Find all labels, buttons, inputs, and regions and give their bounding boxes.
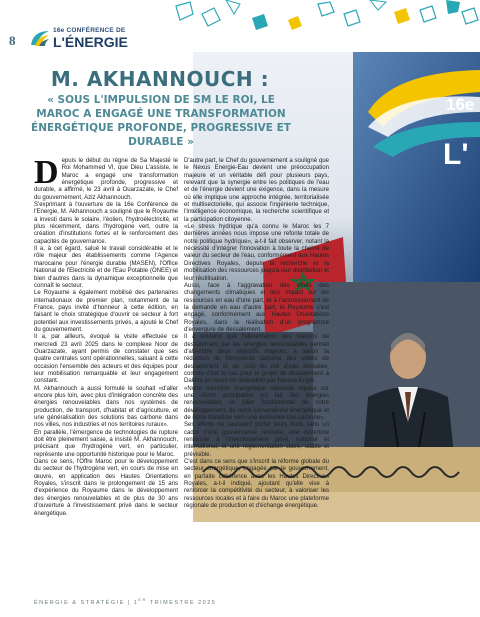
paragraph: S'exprimant à l'ouverture de la 16e Conférence de l'Energie, M. Akhannouch a souligné que le Royaume a investi dans le solaire, l'éolien, l'hydroélectricité, et plus récemment, dans l'hydrogène vert, outre la création d'institutions fortes et le renforcement des capacités de gouvernance. [34, 202, 178, 245]
paragraph: «Notre transition énergétique nationale repose sur une vision anticipative qui fait des énergies renouvelables un pilier fondamental de notre développement, de notre souveraineté énergétique et de notre transition vers une économie bas carbone». [184, 385, 329, 422]
paragraph: M. Akhannouch a aussi formulé le souhait «d'aller encore plus loin, avec plus d'intégration concrète des énergies renouvelables dans nos systèmes de production, de transport, d'habitat et d'agriculture, et une généralisation des solutions bas carbone dans nos villes, nos industries et nos territoires ruraux». [34, 385, 178, 429]
footer-sup: ER [138, 597, 147, 602]
intro-text: epuis le début du règne de Sa Majesté le Roi Mohammed VI, que Dieu L'assiste, le Maroc a engagé une transformation énergétique profonde, progressive et durable, a affirmé, le 23 avril à Ouarzazate, le Chef du gouvernement, Aziz Akhannouch. [34, 158, 178, 201]
logo-line-1: 16e CONFÉRENCE DE [53, 27, 126, 34]
paragraph: C'est dans ce sens que s'inscrit la réforme globale du secteur énergétique, engagée par le gouvernement, en parfaite cohérence avec les Hautes Directives Royales, a-t-il indiqué, ajoutant qu'elle vise à renforcer la compétitivité du secteur, à valoriser les ressources locales et à faire du Maroc une plateforme régionale de production et d'échange énergétique. [184, 459, 329, 510]
paragraph: Dans ce sens, l'Offre Maroc pour le développement du secteur de l'hydrogène vert, en cours de mise en œuvre, en application des Hautes Orientations Royales, s'inscrit dans le prolongement de 15 ans d'expérience du Royaume dans le développement des énergies renouvelables et de plus de 30 ans d'ouverture à l'investissement privé dans le secteur énergétique. [34, 459, 178, 517]
page-number: 8 [9, 33, 16, 48]
paragraph: Aussi, face à l'aggravation des effets des changements climatiques et leur impact sur les ressources en eau d'une part, et à l'accroissement de la demande en eau d'autre part, le Royaume s'est engagé, conformément aux Hautes Orientations Royales, dans la réalisation d'un programme d'envergure de dessalement. [184, 282, 329, 333]
paragraph: Il a, à cet égard, salué le travail considérable et le rôle majeur des établissements comme l'Agence marocaine pour l'énergie durable (MASEN), l'Office National de l'Electricité et de l'Eau Potable (ONEE) et bien d'autres dans la dynamique exceptionnelle que connaît le secteur. [34, 246, 178, 289]
footer-text: ÉNERGIE & STRATÉGIE | 1 [34, 599, 139, 606]
article-title: M. AKHANNOUCH : [50, 67, 270, 91]
article-column-1 [34, 154, 178, 518]
banner-16e-text: 16e [446, 95, 475, 114]
drop-cap: D [34, 154, 59, 191]
article-subtitle: « SOUS L'IMPULSION DE SM LE ROI, LE MAROC A ENGAGÉ UNE TRANSFORMATION ÉNERGÉTIQUE PROFONDE, PROGRESSIVE ET DURABLE » [31, 94, 291, 148]
paragraph: D'autre part, le Chef du gouvernement a souligné que le Nexus Energie-Eau devient une préoccupation majeure et un véritable défi pour plusieurs pays, relevant que la synergie entre les politiques de l'eau et de l'énergie devient une exigence, dans la mesure où elle implique une approche intégrée, territorialisée et multisectorielle, qui associe l'ingénierie technique, l'intelligence économique, la recherche scientifique et la participation citoyenne. [184, 158, 329, 223]
article-column-2 [184, 158, 329, 511]
logo-line-2: L'ÉNERGIE [53, 34, 128, 50]
paragraph: «Le stress hydrique qu'a connu le Maroc les 7 dernières années nous impose une refonte totale de notre politique hydrique», a-t-il fait observer, notant la nécessité d'intégrer l'innovation à toute la chaîne de valeur du secteur de l'eau, conformément aux Hautes Directives Royales, depuis la recherche et la mobilisation des ressources jusqu'à leur distribution et leur réutilisation. [184, 224, 329, 282]
conference-logo [29, 24, 139, 52]
footer-text-end: TRIMESTRE 2025 [146, 599, 217, 606]
paragraph: Ses efforts ne sauraient porter leurs fruits sans un cadre d'une gouvernance rénovée, une ouverture renforcée à l'investissement privé, national et international, et une réglementation claire, stable et prévisible. [184, 422, 329, 458]
paragraph: En parallèle, l'émergence de technologies de rupture doit être pleinement saisie, a insisté M. Akhannouch, précisant que l'hydrogène vert, en particulier, représente une opportunité historique pour le Maroc. [34, 429, 178, 458]
page-footer [34, 597, 216, 606]
logo-swoosh-icon [29, 27, 51, 49]
banner-l-text: L' [443, 138, 469, 171]
paragraph: Il a, par ailleurs, évoqué la visite effectuée ce mercredi 23 avril 2025 dans le complexe Noor de Ouarzazate, ayant permis de constater que ses quatre centrales sont opérationnelles, saluant à cette occasion l'ensemble des acteurs et des équipes pour leur mobilisation remarquable et leur engagement constant. [34, 334, 178, 385]
article-intro-paragraph [34, 154, 178, 202]
paragraph: Il a soutenu que l'alimentation des stations de dessalement par les énergies renouvelables permet d'atteindre deux objectifs majeurs, à savoir la réduction de l'empreinte carbone des unités de dessalement et du coût du m3 d'eau dessalée, comme c'est le cas pour le projet de dessalement à Dakhla en cours de réalisation par Nareva Engie. [184, 334, 329, 385]
paragraph: Le Royaume a également mobilisé des partenaires internationaux de premier plan, notamment de la France, pays invité d'honneur à cette édition, en faisant le choix stratégique d'ouvrir ce secteur à fort potentiel aux investissements privés, a ajouté le Chef du gouvernement. [34, 290, 178, 333]
